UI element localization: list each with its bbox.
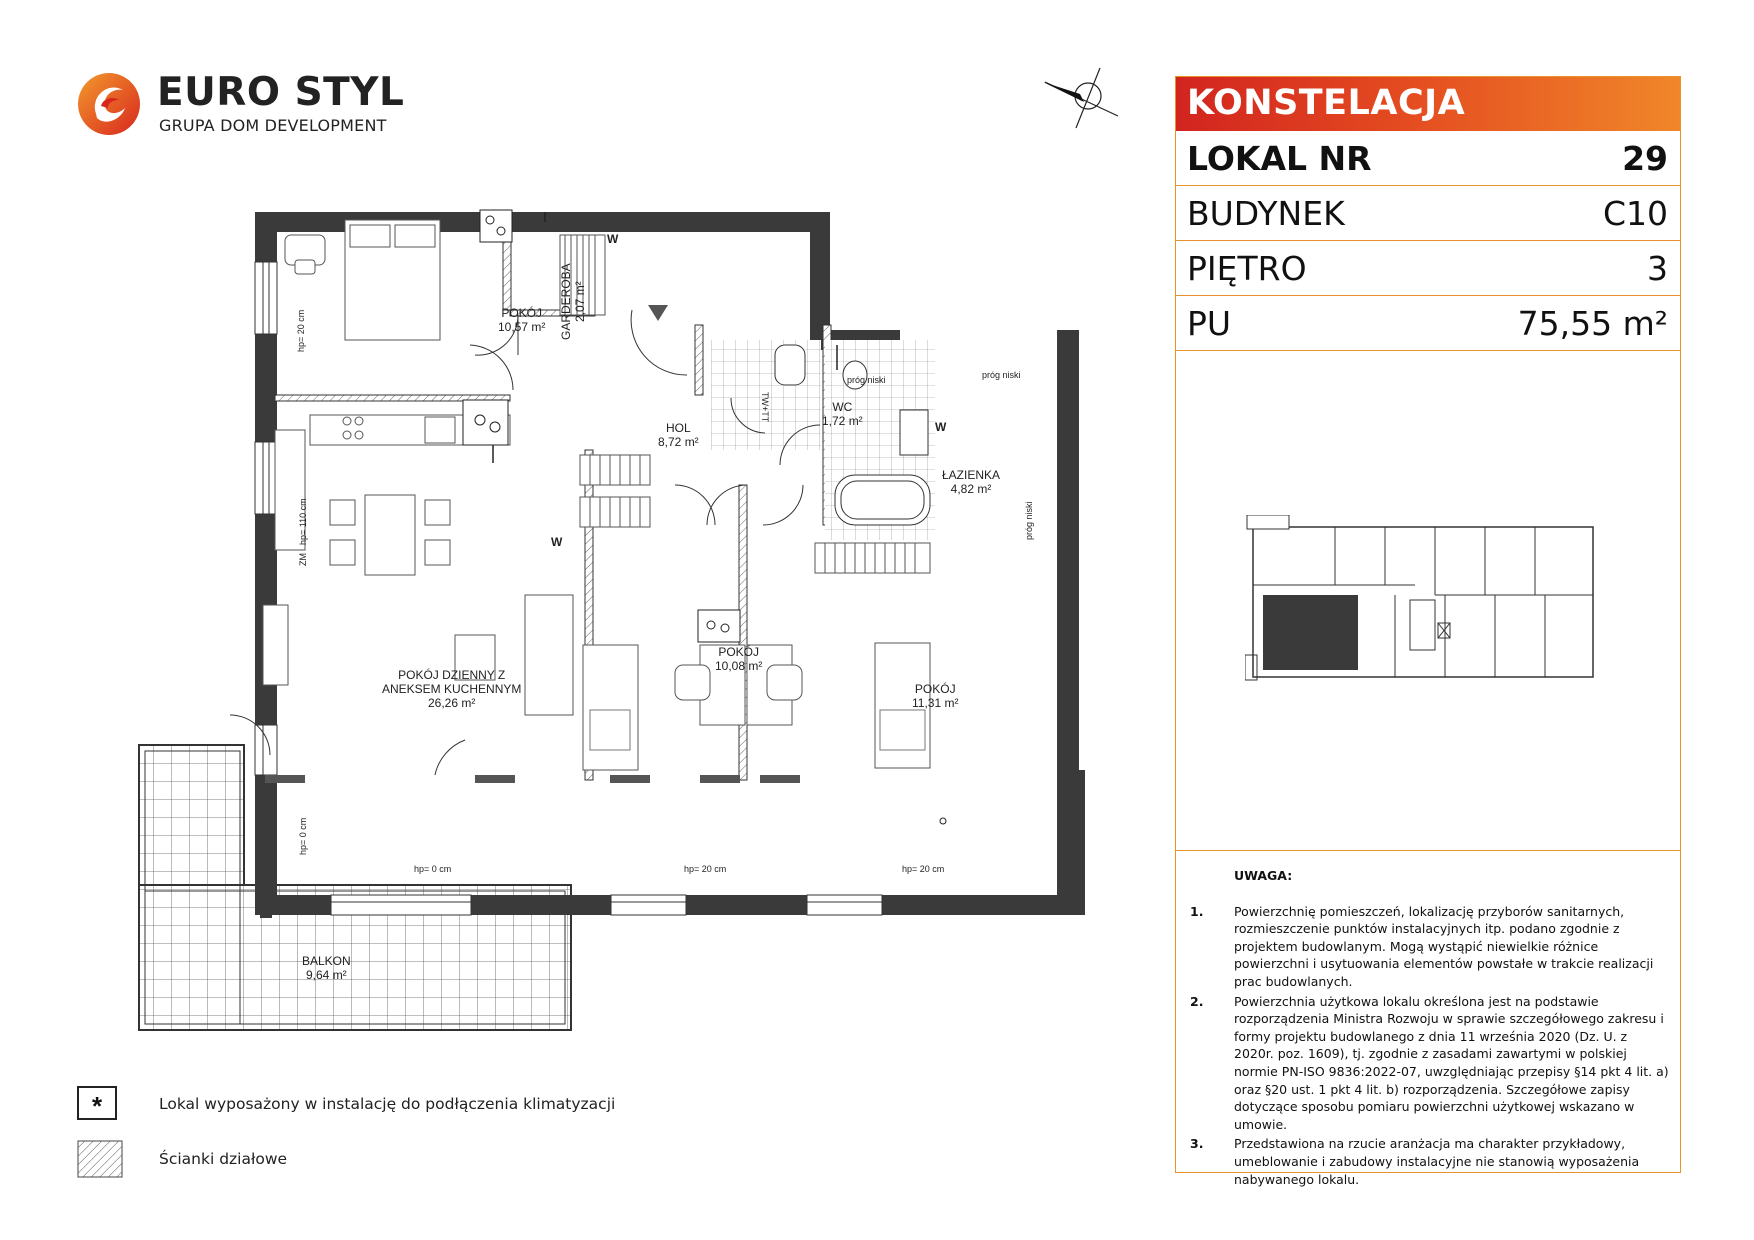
sofa <box>525 595 573 715</box>
wc-toilet <box>775 345 805 385</box>
dining-table <box>365 495 415 575</box>
room-bedroom2-area: 10,08 m² <box>715 659 763 673</box>
notes <box>1190 867 1670 1190</box>
notes-divider <box>1176 850 1680 851</box>
area-label: PU <box>1187 304 1232 343</box>
area-value: 75,55 m² <box>1517 304 1668 343</box>
room-living <box>382 668 521 710</box>
hp-label-bedroom3: hp= 20 cm <box>902 864 945 874</box>
hatch-legend-icon <box>77 1140 123 1178</box>
logo <box>75 70 405 140</box>
tv-unit <box>263 605 288 685</box>
note-text: Powierzchnia użytkowa lokalu określona jest na podstawie rozporządzenia Ministra Rozwoju w sprawie szczegółowego zakresu i formy projektu budowlanego z dnia 11 września 2020 (Dz. U. z 2020r. poz. 1609), tj. zgodnie z zasadami zawartymi w polskiej normie PN-ISO 9836:2022-07, uwzględniając przepisy §14 pkt 4 lit. a) oraz §20 ust. 1 pkt 4 lit. b) rozporządzenia. Szczegółowe zapisy dotyczące sposobu pomiaru powierzchni użytkowej wskazano w umowie. <box>1234 993 1669 1132</box>
note-number: 3. <box>1190 1136 1204 1152</box>
brand-name: EURO STYL <box>157 70 405 115</box>
floor-plan <box>135 205 1085 1035</box>
notes-title: UWAGA: <box>1234 868 1293 883</box>
legend-ac-box <box>77 1086 117 1120</box>
note-item <box>1190 1135 1670 1188</box>
floor-value: 3 <box>1647 249 1668 288</box>
room-bedroom1-area: 10,57 m² <box>498 320 546 334</box>
unit-number-label: LOKAL NR <box>1187 139 1372 178</box>
twtt-label: TW+TT <box>760 392 770 423</box>
unit-number-value: 29 <box>1622 139 1668 178</box>
euro-styl-logo-icon <box>75 70 143 138</box>
note-number: 1. <box>1190 903 1204 919</box>
room-bedroom3-name: POKÓJ <box>914 682 956 696</box>
hp-label-bedroom1: hp= 20 cm <box>296 309 306 352</box>
room-bathroom-area: 4,82 m² <box>950 482 992 496</box>
room-balcony-area: 9,64 m² <box>306 968 347 982</box>
note-text: Powierzchnię pomieszczeń, lokalizację przyborów sanitarnych, rozmieszczenie punktów instalacyjnych itp. podano zgodnie z projektem budowlanym. Mogą wystąpić niewielkie różnice powierzchni i usytuowania elementów powstałe w trakcie realizacji prac budowlanych. <box>1234 903 1654 989</box>
water-label-kitchen: W <box>551 535 563 549</box>
legend-ac-text: Lokal wyposażony w instalację do podłączenia klimatyzacji <box>159 1095 616 1113</box>
radiators <box>265 775 800 783</box>
room-balcony <box>302 954 351 982</box>
room-bedroom2 <box>715 645 762 673</box>
bed-2 <box>583 645 638 770</box>
room-balcony-name: BALKON <box>302 954 351 968</box>
room-wc-area: 1,72 m² <box>822 414 863 428</box>
room-wc-name: WC <box>832 400 853 414</box>
compass-icon <box>1040 66 1120 140</box>
note-text: Przedstawiona na rzucie aranżacja ma charakter przykładowy, umeblowanie i zabudowy instalacyjne nie stanowią wyposażenia nabywanego lokalu. <box>1234 1136 1640 1187</box>
hp-label-living: hp= 0 cm <box>414 864 452 874</box>
room-bathroom-name: ŁAZIENKA <box>942 468 1001 482</box>
room-wardrobe-area: 2,07 m² <box>573 281 587 322</box>
prog-label-bathroom: próg niski <box>982 370 1021 380</box>
room-bedroom1-name: POKÓJ <box>501 306 543 320</box>
room-bedroom3-area: 11,31 m² <box>912 696 959 710</box>
water-label-bathroom: W <box>935 420 947 434</box>
row-area <box>1176 296 1680 351</box>
hp-label-balcony-door: hp= 0 cm <box>298 817 308 855</box>
bathroom-sink <box>900 410 928 455</box>
building-value: C10 <box>1602 194 1668 233</box>
balcony <box>139 745 571 1030</box>
row-floor <box>1176 241 1680 296</box>
room-bedroom3 <box>912 682 958 710</box>
project-name: KONSTELACJA <box>1187 83 1466 123</box>
room-wardrobe-name: GARDEROBA <box>559 263 573 340</box>
project-header <box>1176 77 1680 131</box>
row-building <box>1176 186 1680 241</box>
prog-label-bathroom-side: próg niski <box>1024 501 1034 540</box>
hp-label-bedroom2: hp= 20 cm <box>684 864 727 874</box>
room-wc <box>822 400 863 428</box>
room-wardrobe <box>559 263 587 340</box>
room-bathroom <box>942 468 1000 496</box>
info-panel <box>1175 76 1681 1187</box>
room-hall-area: 8,72 m² <box>658 435 699 449</box>
water-label-wardrobe: W <box>607 232 619 246</box>
row-unit-number <box>1176 131 1680 186</box>
note-number: 2. <box>1190 993 1204 1009</box>
hp-label-kitchen: hp= 110 cm <box>298 498 308 545</box>
zm-label: ZM <box>298 553 308 566</box>
room-living-line1: POKÓJ DZIENNY Z <box>398 668 506 682</box>
note-item <box>1190 993 1670 1134</box>
room-bedroom1 <box>498 306 545 334</box>
legend-walls-text: Ścianki działowe <box>159 1150 288 1168</box>
room-hall <box>658 421 699 449</box>
room-bedroom2-name: POKÓJ <box>718 645 760 659</box>
room-hall-name: HOL <box>666 421 691 435</box>
building-label: BUDYNEK <box>1187 194 1345 233</box>
brand-subtitle: GRUPA DOM DEVELOPMENT <box>159 116 387 135</box>
room-living-area: 26,26 m² <box>428 696 476 710</box>
entrance-marker <box>648 305 668 321</box>
floor-label: PIĘTRO <box>1187 249 1307 288</box>
prog-label-wc: próg niski <box>847 375 886 385</box>
note-item <box>1190 903 1670 991</box>
asterisk-icon: * <box>91 1091 103 1121</box>
room-living-line2: ANEKSEM KUCHENNYM <box>382 682 522 696</box>
